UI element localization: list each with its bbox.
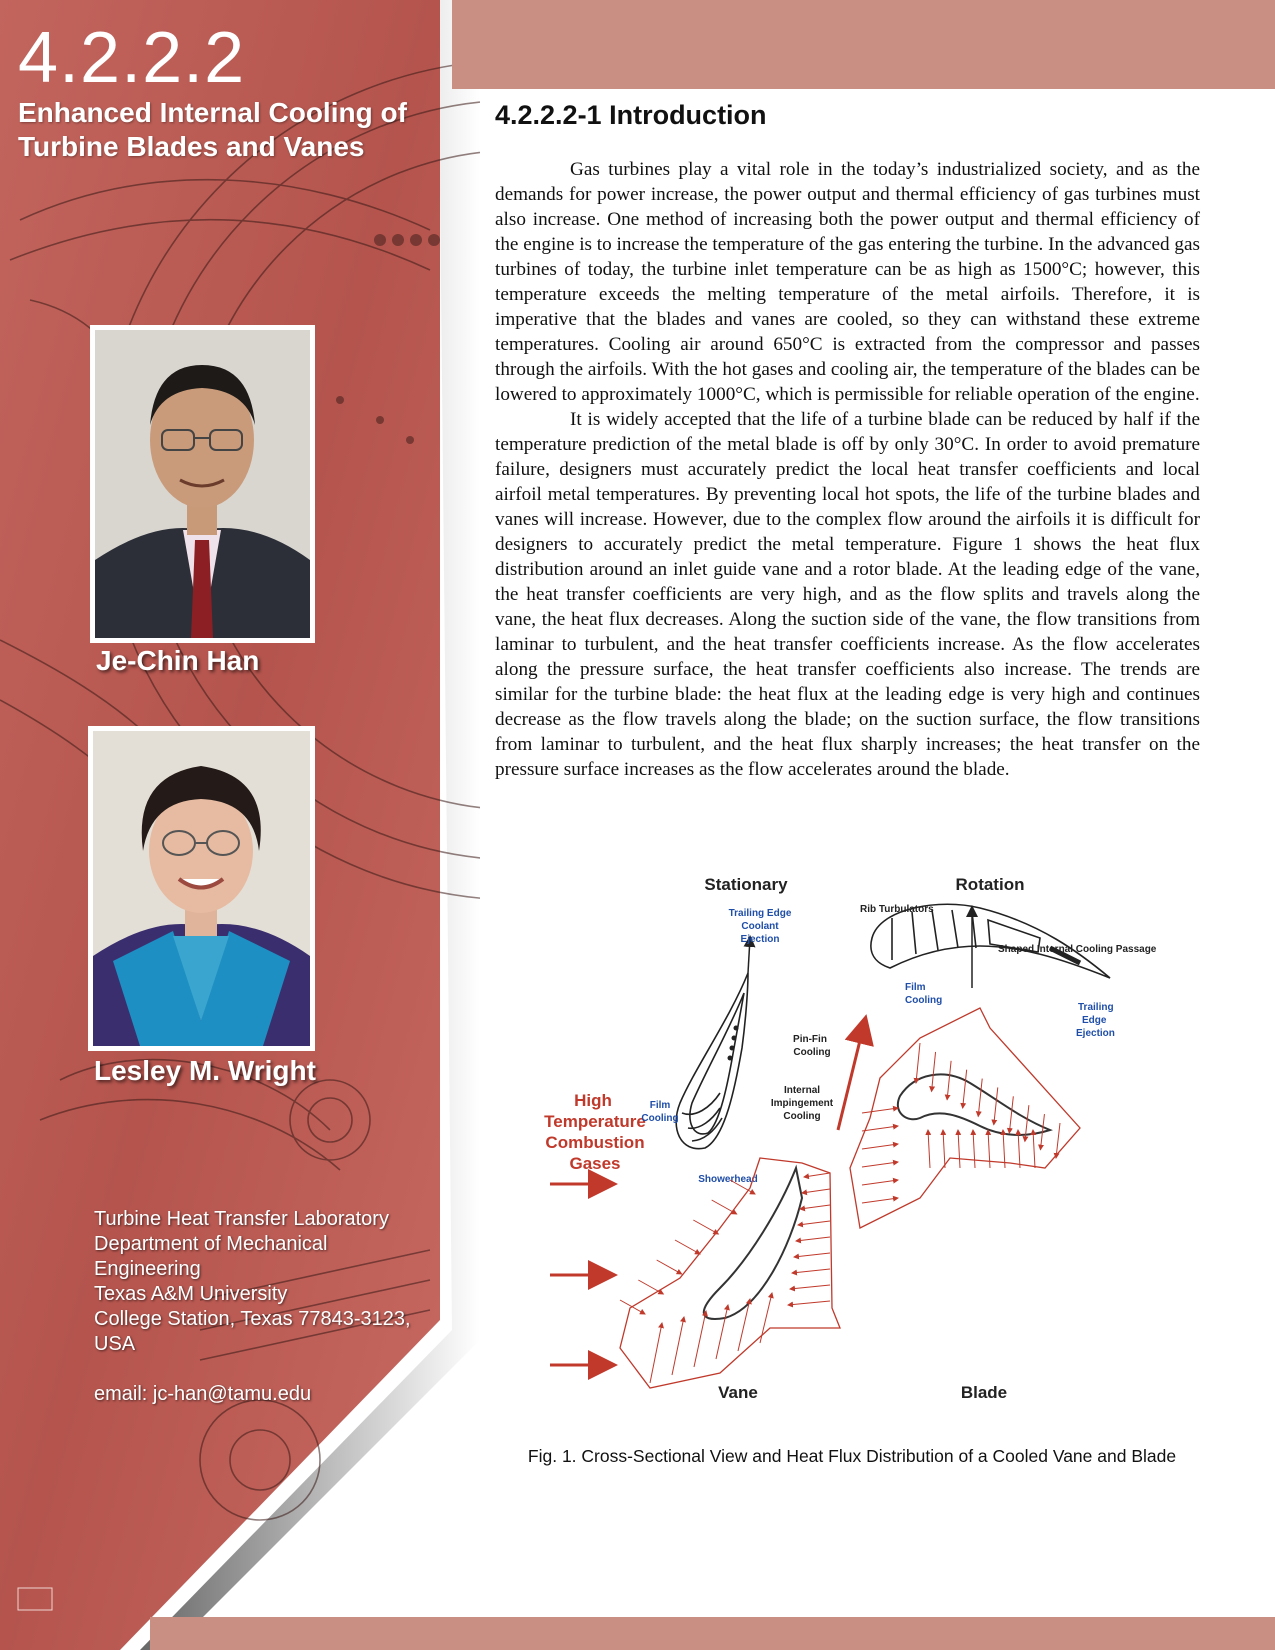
heat-flux-arrow [916, 1043, 920, 1083]
author-name-wright: Lesley M. Wright [94, 1055, 316, 1086]
affiliation-line: College Station, Texas 77843-3123, [94, 1308, 411, 1330]
heat-flux-arrow [978, 1079, 982, 1117]
svg-text:Combustion: Combustion [545, 1133, 645, 1152]
heat-flux-arrow [932, 1052, 936, 1091]
label-shaped-passage: Shaped Internal Cooling Passage [998, 944, 1157, 955]
label-trailing-edge-coolant: Ejection [740, 934, 780, 945]
svg-text:High: High [574, 1091, 612, 1110]
label-rib-turbulators: Rib Turbulators [860, 904, 934, 915]
paragraph: It is widely accepted that the life of a turbine blade can be reduced by half if the temperature prediction of the metal blade is off by only 30°C. In order to avoid premature failure, designers must accurately predict the local heat transfer coefficients and local airfoil metal temperatures. By preventing local hot spots, the life of the turbine blades and vanes will increase. However, due to the complex flow around the airfoils it is difficult for designers to accurately predict the metal temperature. Figure 1 shows the heat flux distribution around an inlet guide vane and a rotor blade. At the leading edge of the vane, the heat transfer coefficients are very high, and as the flow splits and travels along the vane, the heat flux decreases. Along the suction side of the vane, the flow transitions from laminar to turbulent, and the heat transfer coefficients increase. As the flow accelerates along the pressure surface, the heat transfer coefficients also increase. The trends are similar for the turbine blade: the heat flux at the leading edge is very high and continues decrease as the flow travels along the blade; on the suction surface, the flow transitions from laminar to turbulent, and the heat flux sharply increases; the heat transfer on the pressure surface increases as the flow accelerates around the blade. [495, 409, 1200, 780]
heat-flux-arrow [716, 1305, 728, 1359]
affiliation-line: Turbine Heat Transfer Laboratory [94, 1208, 389, 1230]
label-internal-impingement: Impingement [770, 1098, 834, 1109]
svg-text:Temperature: Temperature [544, 1112, 646, 1131]
heat-flux-arrow [693, 1220, 718, 1234]
heat-flux-arrow [947, 1061, 951, 1100]
paragraph: Gas turbines play a vital role in the today’s industrialized society, and as the demands for power increase, the power output and thermal efficiency of gas turbines must also increase. One method of increasing both the power output and thermal efficiency of the engine is to increase the temperature of the gas entering the turbine. In the advanced gas turbines of today, the turbine inlet temperature can be as high as 1500°C; however, this temperature exceeds the melting temperature of the metal airfoils. Therefore, it is imperative that the blades and vanes are cooled, so they can withstand these extreme temperatures. Cooling air around 650°C is extracted from the compressor and passes through the airfoils. With the hot gases and cooling air, the temperature of the blades can be lowered to approximately 1000°C, which is permissible for reliable operation of the engine. [495, 159, 1200, 405]
heat-flux-arrow [788, 1301, 830, 1305]
author-email[interactable]: email: jc-han@tamu.edu [94, 1383, 312, 1405]
label-internal-impingement: Cooling [783, 1111, 821, 1122]
heat-flux-arrow [675, 1240, 700, 1254]
heat-flux-arrow [1025, 1105, 1029, 1141]
introduction-heading: 4.2.2.2-1 Introduction [495, 100, 767, 130]
label-stationary: Stationary [704, 875, 788, 894]
heat-flux-arrow [804, 1173, 830, 1177]
label-high-temp-gases [544, 1091, 646, 1173]
heat-flux-arrow [862, 1198, 898, 1203]
svg-text:Gases: Gases [569, 1154, 621, 1173]
heat-flux-arrow [694, 1311, 706, 1367]
label-trailing-edge-ejection: Trailing [1078, 1002, 1114, 1013]
affiliation-line: Engineering [94, 1258, 201, 1280]
affiliation-line: Department of Mechanical [94, 1233, 328, 1255]
heat-flux-arrow [862, 1126, 898, 1131]
heat-flux-arrow [794, 1253, 830, 1257]
heat-flux-arrow [792, 1269, 830, 1273]
affiliation-block [94, 1207, 434, 1357]
label-trailing-edge-ejection: Ejection [1076, 1028, 1115, 1039]
label-trailing-edge-coolant: Trailing Edge [728, 908, 792, 919]
vane-heat-flux [616, 1158, 840, 1388]
heat-flux-arrow [988, 1130, 990, 1168]
heat-flux-arrow [657, 1260, 682, 1274]
heat-flux-arrow [994, 1087, 998, 1124]
portrait-han-image [95, 330, 310, 638]
author-photo-wright [88, 726, 315, 1051]
figure-caption: Fig. 1. Cross-Sectional View and Heat Flux Distribution of a Cooled Vane and Blade [527, 1446, 1177, 1466]
heat-flux-arrow [672, 1317, 684, 1375]
author-name-han: Je-Chin Han [96, 645, 260, 676]
label-internal-impingement: Internal [783, 1085, 821, 1096]
label-pin-fin: Pin-Fin [793, 1034, 827, 1045]
top-color-band [452, 0, 1275, 89]
heat-flux-arrow [862, 1144, 898, 1149]
label-trailing-edge-coolant: Coolant [741, 921, 779, 932]
label-film-cooling-vane: Film [649, 1100, 671, 1111]
portrait-wright-image [93, 731, 310, 1046]
heat-flux-arrow [862, 1108, 898, 1113]
heat-flux-arrow [862, 1162, 898, 1167]
label-film-cooling-blade: Film [905, 982, 926, 993]
heat-flux-arrow [712, 1200, 737, 1214]
heat-flux-arrow [943, 1130, 945, 1168]
label-film-cooling-vane: Cooling [641, 1113, 679, 1124]
heat-flux-arrow [973, 1130, 975, 1168]
label-film-cooling-blade: Cooling [905, 995, 943, 1006]
figure-vane-blade-diagram [520, 868, 1200, 1428]
rotation-direction-arrow [838, 1020, 865, 1130]
label-trailing-edge-ejection: Edge [1082, 1015, 1107, 1026]
heat-flux-arrow [790, 1285, 830, 1289]
body-text [495, 157, 1200, 782]
blade-cross-section [871, 904, 1110, 978]
heat-flux-arrow [798, 1221, 830, 1225]
heat-flux-arrow [958, 1130, 960, 1168]
heat-flux-arrow [928, 1130, 930, 1168]
bottom-color-band [150, 1617, 1275, 1650]
heat-flux-arrow [802, 1189, 830, 1193]
heat-flux-arrow [862, 1180, 898, 1185]
heat-flux-arrow [760, 1293, 772, 1343]
author-photo-han [90, 325, 315, 643]
heat-flux-arrow [1033, 1130, 1035, 1168]
heat-flux-arrow [638, 1280, 663, 1294]
section-title: Enhanced Internal Cooling of Turbine Blades and Vanes [18, 97, 407, 162]
blade-heat-flux [850, 1008, 1080, 1228]
label-pin-fin: Cooling [793, 1047, 831, 1058]
label-blade: Blade [960, 1383, 1008, 1402]
section-number: 4.2.2.2 [18, 18, 246, 98]
affiliation-line: Texas A&M University [94, 1283, 288, 1305]
vane-cross-section [676, 938, 750, 1149]
heat-flux-arrow [620, 1300, 645, 1314]
heat-flux-arrow [1009, 1096, 1013, 1133]
affiliation-line: USA [94, 1333, 136, 1355]
heat-flux-arrow [796, 1237, 830, 1241]
heat-flux-arrow [963, 1070, 967, 1108]
label-showerhead: Showerhead [698, 1174, 758, 1185]
label-rotation: Rotation [955, 875, 1025, 894]
label-vane: Vane [718, 1383, 758, 1402]
heat-flux-arrow [650, 1323, 662, 1383]
